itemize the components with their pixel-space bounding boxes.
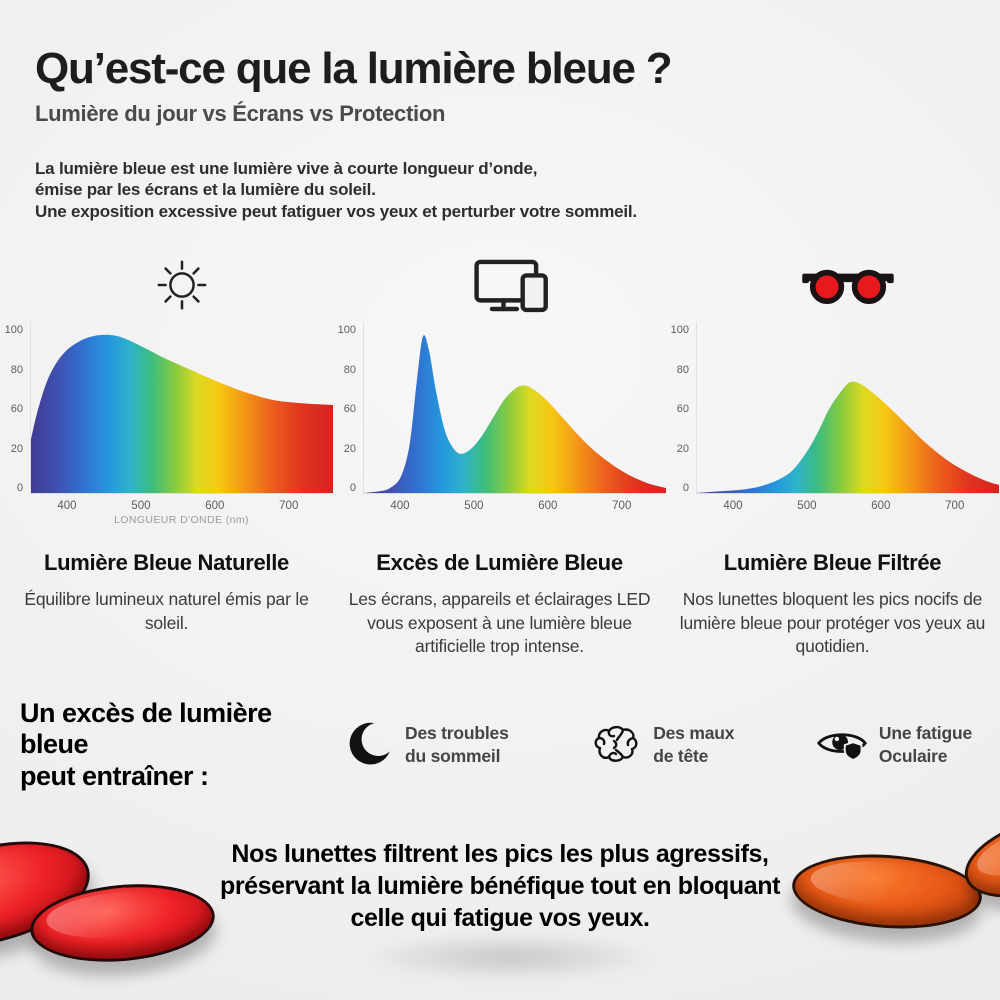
symptoms-heading	[20, 698, 342, 792]
intro-line: La lumière bleue est une lumière vive à courte longueur d’onde,	[35, 159, 538, 178]
chart-column-filtered	[666, 248, 999, 659]
x-axis-tick-label: 400	[390, 500, 410, 512]
x-axis-tick-label: 400	[57, 500, 77, 512]
red-glasses-icon	[666, 248, 999, 322]
footer-line: préservant la lumière bénéfique tout en bloquant	[219, 872, 781, 900]
x-axis-tick-label: 600	[538, 500, 558, 512]
x-axis-tick-label: 500	[797, 500, 817, 512]
header	[35, 44, 965, 127]
spectrum-chart-svg	[697, 322, 999, 493]
symptom-label-line: Oculaire	[878, 745, 948, 766]
spectrum-area	[31, 335, 333, 493]
spectrum-area	[364, 335, 666, 493]
x-axis-tick-label: 500	[464, 500, 484, 512]
spectrum-area	[697, 382, 999, 493]
symptom-label	[653, 722, 734, 768]
y-axis-tick-label: 60	[676, 403, 689, 415]
spectrum-chart-svg	[31, 322, 333, 493]
symptom-label-line: Des maux	[653, 723, 735, 744]
symptoms-heading-line: peut entraîner :	[20, 760, 209, 791]
x-axis-tick-label: 700	[612, 500, 632, 512]
footer-line: Nos lunettes filtrent les pics les plus agressifs,	[231, 840, 769, 868]
x-axis	[30, 494, 333, 514]
chart-column-natural	[0, 248, 333, 659]
spectrum-chart	[333, 322, 666, 494]
symptom-items	[342, 719, 972, 771]
y-axis-tick-label: 60	[10, 403, 23, 415]
spectrum-plot	[363, 322, 666, 494]
y-axis-tick-label: 100	[670, 324, 689, 336]
footer-line: celle qui fatigue vos yeux.	[350, 904, 650, 932]
y-axis-tick-label: 20	[676, 442, 689, 455]
sun-icon	[0, 248, 333, 322]
y-axis	[0, 322, 30, 494]
brain-icon	[590, 719, 642, 771]
spectrum-chart-svg	[364, 322, 666, 493]
symptom-sleep	[342, 719, 509, 771]
spectrum-chart	[666, 322, 999, 494]
symptoms-section	[20, 698, 972, 792]
spectrum-plot	[696, 322, 999, 494]
x-axis-title	[696, 514, 999, 530]
symptom-label-line: de tête	[653, 745, 709, 766]
charts-section	[0, 248, 1000, 659]
x-axis-tick-label: 700	[945, 500, 965, 512]
symptom-label	[879, 722, 972, 768]
column-heading: Excès de Lumière Bleue	[376, 550, 623, 575]
x-axis-tick-label: 500	[131, 500, 151, 512]
y-axis-tick-label: 60	[343, 403, 356, 415]
x-axis	[363, 494, 666, 514]
y-axis-tick-label: 80	[10, 363, 23, 376]
symptom-label	[405, 722, 509, 768]
x-axis-tick-label: 600	[205, 500, 225, 512]
column-heading: Lumière Bleue Naturelle	[44, 550, 289, 575]
y-axis	[666, 322, 696, 494]
symptom-headache	[590, 719, 734, 771]
symptom-label-line: Une fatigue	[878, 723, 972, 744]
y-axis-tick-label: 80	[343, 363, 356, 376]
page-subtitle: Lumière du jour vs Écrans vs Protection	[35, 101, 446, 126]
y-axis-tick-label: 100	[337, 324, 356, 336]
intro-paragraph	[35, 158, 965, 222]
intro-line: Une exposition excessive peut fatiguer vos yeux et perturber votre sommeil.	[35, 201, 637, 221]
column-description: Équilibre lumineux naturel émis par le soleil.	[24, 589, 309, 633]
y-axis-tick-label: 0	[349, 482, 356, 494]
intro-line: émise par les écrans et la lumière du soleil.	[35, 180, 376, 200]
chart-column-screens	[333, 248, 666, 659]
y-axis-tick-label: 0	[682, 482, 689, 494]
x-axis	[696, 494, 999, 514]
spectrum-chart	[0, 322, 333, 494]
x-axis-title	[363, 514, 666, 530]
eye-shield-icon	[816, 719, 868, 771]
column-heading: Lumière Bleue Filtrée	[723, 550, 942, 575]
screens-icon	[333, 248, 666, 322]
symptom-eye-fatigue	[816, 719, 972, 771]
page-title: Qu’est-ce que la lumière bleue ?	[35, 44, 672, 93]
y-axis	[333, 322, 363, 494]
symptoms-heading-line: Un excès de lumière bleue	[20, 698, 272, 760]
x-axis-title: LONGUEUR D'ONDE (nm)	[114, 514, 249, 526]
y-axis-tick-label: 0	[16, 482, 23, 494]
symptom-label-line: du sommeil	[405, 745, 501, 766]
y-axis-tick-label: 100	[4, 324, 23, 336]
column-description: Nos lunettes bloquent les pics nocifs de lumière bleue pour protéger vos yeux au quotidien.	[679, 589, 986, 657]
symptom-label-line: Des troubles	[405, 723, 509, 744]
moon-icon	[342, 719, 394, 771]
column-description: Les écrans, appareils et éclairages LED vous exposent à une lumière bleue artificielle trop intense.	[348, 589, 651, 657]
x-axis-tick-label: 600	[871, 500, 891, 512]
y-axis-tick-label: 80	[676, 363, 689, 376]
x-axis-tick-label: 700	[279, 500, 299, 512]
lens-shadow	[360, 933, 660, 981]
y-axis-tick-label: 20	[343, 442, 356, 455]
y-axis-tick-label: 20	[10, 442, 23, 455]
x-axis-tick-label: 400	[723, 500, 743, 512]
spectrum-plot	[30, 322, 333, 494]
